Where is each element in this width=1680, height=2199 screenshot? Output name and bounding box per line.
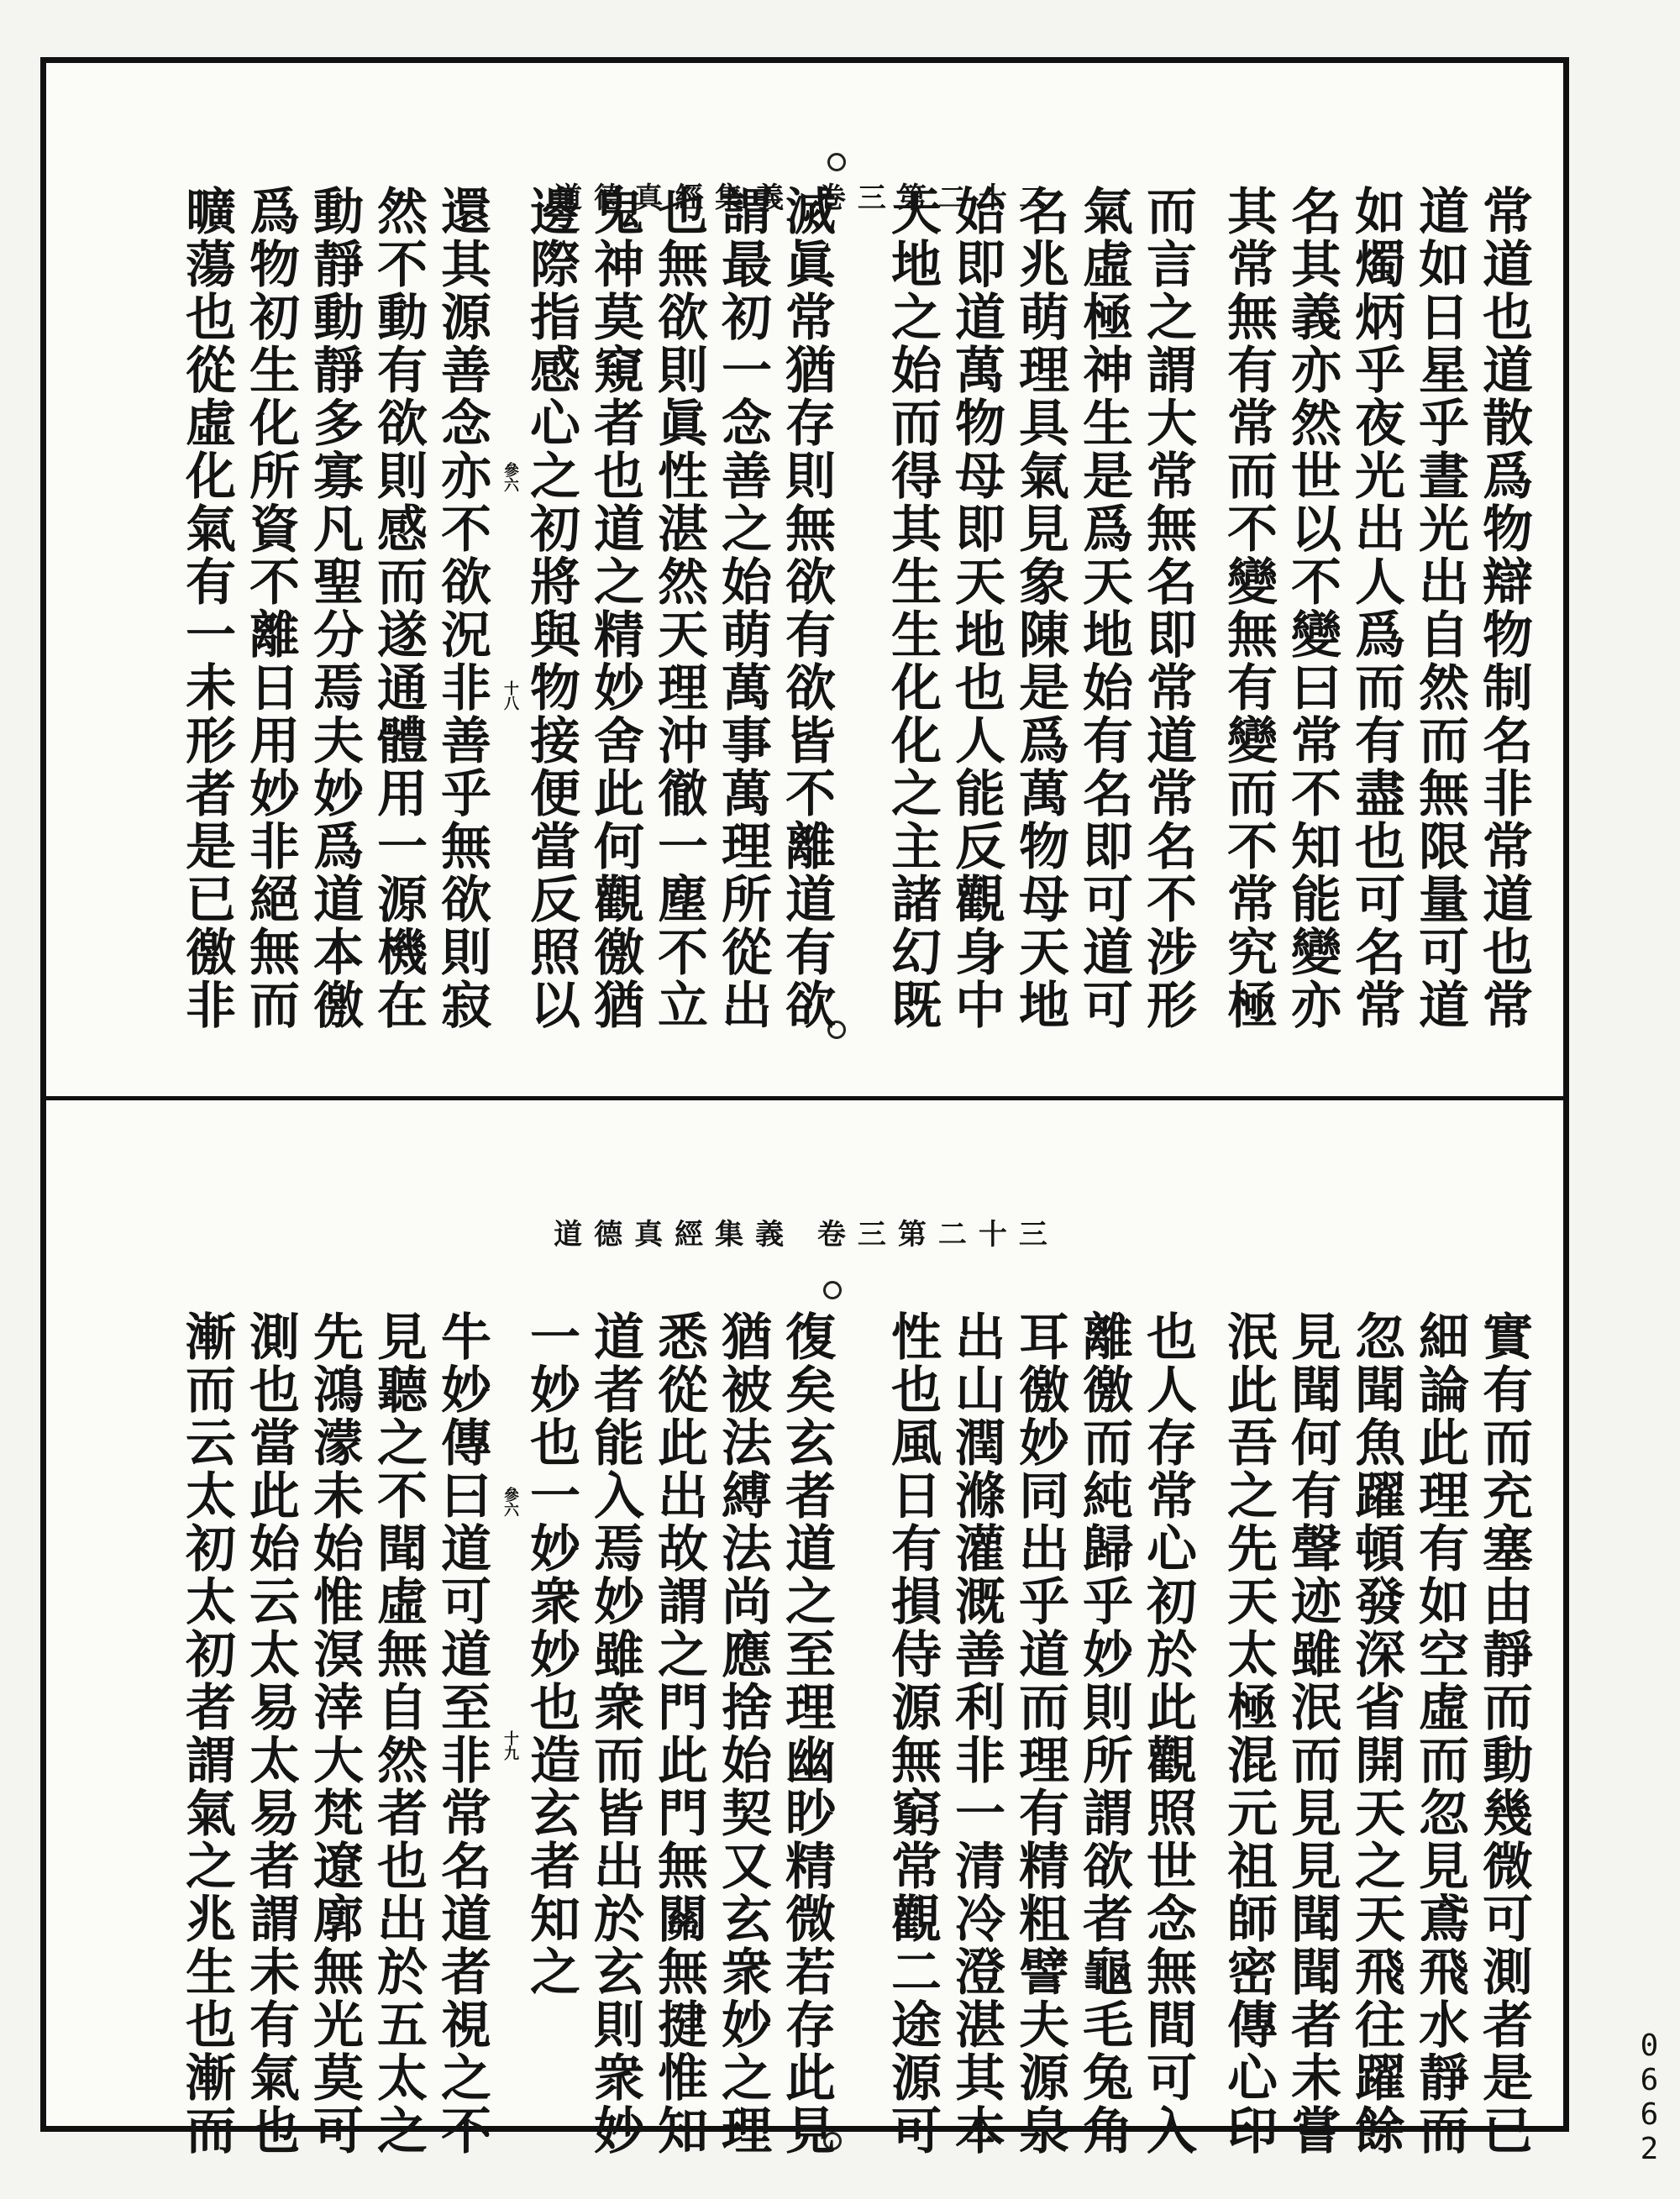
text-column: 邊際指感心之初將與物接便當反照以 <box>522 185 580 1031</box>
bottom-panel <box>59 1117 1554 2157</box>
text-column: 曠蕩也從虛化氣有一未形者是已徼非 <box>177 185 236 1031</box>
top-panel <box>59 76 1554 1084</box>
text-column: 道者能入焉妙雖衆而皆出於玄則衆妙 <box>585 1310 644 2157</box>
text-column: 滅眞常猶存則無欲有欲皆不離道有欲 <box>777 185 836 1031</box>
text-column: 猶被法縛法尚應捨始契又玄衆妙之理 <box>713 1310 772 2157</box>
circle-mark <box>827 153 846 171</box>
text-column: 還其源善念亦不欲況非善乎無欲則寂 <box>433 185 491 1031</box>
text-column: 見聞何有聲迹雖泯而見見聞聞者未嘗 <box>1283 1310 1341 2157</box>
text-column: 名其義亦然世以不變曰常不知能變亦 <box>1283 185 1341 1031</box>
text-column: 忽聞魚躍頓發深省開天之天飛往躍餘 <box>1347 1310 1405 2157</box>
text-column: 如燭炳乎夜光出人爲而有盡也可名常 <box>1347 185 1405 1031</box>
margin-note: 十八 <box>501 680 519 711</box>
text-column: 復矣玄者道之至理幽眇精微若存此見 <box>777 1310 836 2157</box>
text-column: 然不動有欲則感而遂通體用一源機在 <box>369 185 428 1031</box>
text-column: 名兆萌理具氣見象陳是爲萬物母天地 <box>1011 185 1069 1031</box>
panel-divider <box>40 1096 1569 1100</box>
page-number: 0662 <box>1632 2028 1667 2166</box>
text-column: 悉從此出故謂之門此門無關無揵惟知 <box>649 1310 708 2157</box>
text-column: 謂最初一念善之始萌萬事萬理所從出 <box>713 185 772 1031</box>
text-column: 道如日星乎晝光出自然而無限量可道 <box>1410 185 1469 1031</box>
text-column: 爲物初生化所資不離日用妙非絕無而 <box>241 185 300 1031</box>
text-column: 泯此吾之先天太極混元祖師密傳心印 <box>1219 1310 1278 2157</box>
text-column: 氣虛極神生是爲天地始有名即可道可 <box>1074 185 1133 1031</box>
text-column: 測也當此始云太易太易者謂未有氣也 <box>241 1310 300 2157</box>
text-column: 漸而云太初太初者謂氣之兆生也漸而 <box>177 1310 236 2157</box>
text-column: 始即道萬物母即天地也人能反觀身中 <box>947 185 1005 1031</box>
bottom-header: 道德真經集義 卷三第二十三 <box>554 1218 1059 1252</box>
text-column: 先鴻濛未始惟溟涬大梵遼廓無光莫可 <box>305 1310 364 2157</box>
text-column: 離徼而純歸乎妙則所謂欲者龜毛兔角 <box>1074 1310 1133 2157</box>
text-column: 也人存常心初於此觀照世念無間可入 <box>1138 1310 1197 2157</box>
margin-note: 十九 <box>501 1730 519 1761</box>
text-column: 細論此理有如空虛而忽見鳶飛水靜而 <box>1410 1310 1469 2157</box>
text-column: 其常無有常而不變無有變而不常究極 <box>1219 185 1278 1031</box>
text-column: 動靜動靜多寡凡聖分焉夫妙爲道本徼 <box>305 185 364 1031</box>
text-column: 鬼神莫窺者也道之精妙舍此何觀徼猶 <box>585 185 644 1031</box>
text-column: 一妙也一妙衆妙也造玄者知之 <box>522 1310 580 1998</box>
text-column: 性也風日有損侍源無窮常觀二途源可 <box>883 1310 942 2157</box>
circle-mark <box>823 1281 842 1299</box>
margin-note: 參六 <box>501 1487 519 1517</box>
top-header: 道德真經集義 卷三第二十二 <box>554 181 1059 215</box>
text-column: 牛妙傳曰道可道至非常名道者視之不 <box>433 1310 491 2157</box>
text-column: 耳徼妙同出乎道而理有精粗譬夫源泉 <box>1011 1310 1069 2157</box>
text-column: 而言之謂大常無名即常道常名不涉形 <box>1138 185 1197 1031</box>
text-column: 天地之始而得其生生化化之主諸幻既 <box>883 185 942 1031</box>
text-column: 出山潤滌灌溉善利非一清冷澄湛其本 <box>947 1310 1005 2157</box>
margin-note: 參六 <box>501 462 519 492</box>
text-column: 見聽之不聞虛無自然者也出於五太之 <box>369 1310 428 2157</box>
text-column: 也無欲則眞性湛然天理沖徹一塵不立 <box>649 185 708 1031</box>
text-column: 常道也道散爲物辯物制名非常道也常 <box>1474 185 1533 1031</box>
text-column: 實有而充塞由靜而動幾微可測者是已 <box>1474 1310 1533 2157</box>
